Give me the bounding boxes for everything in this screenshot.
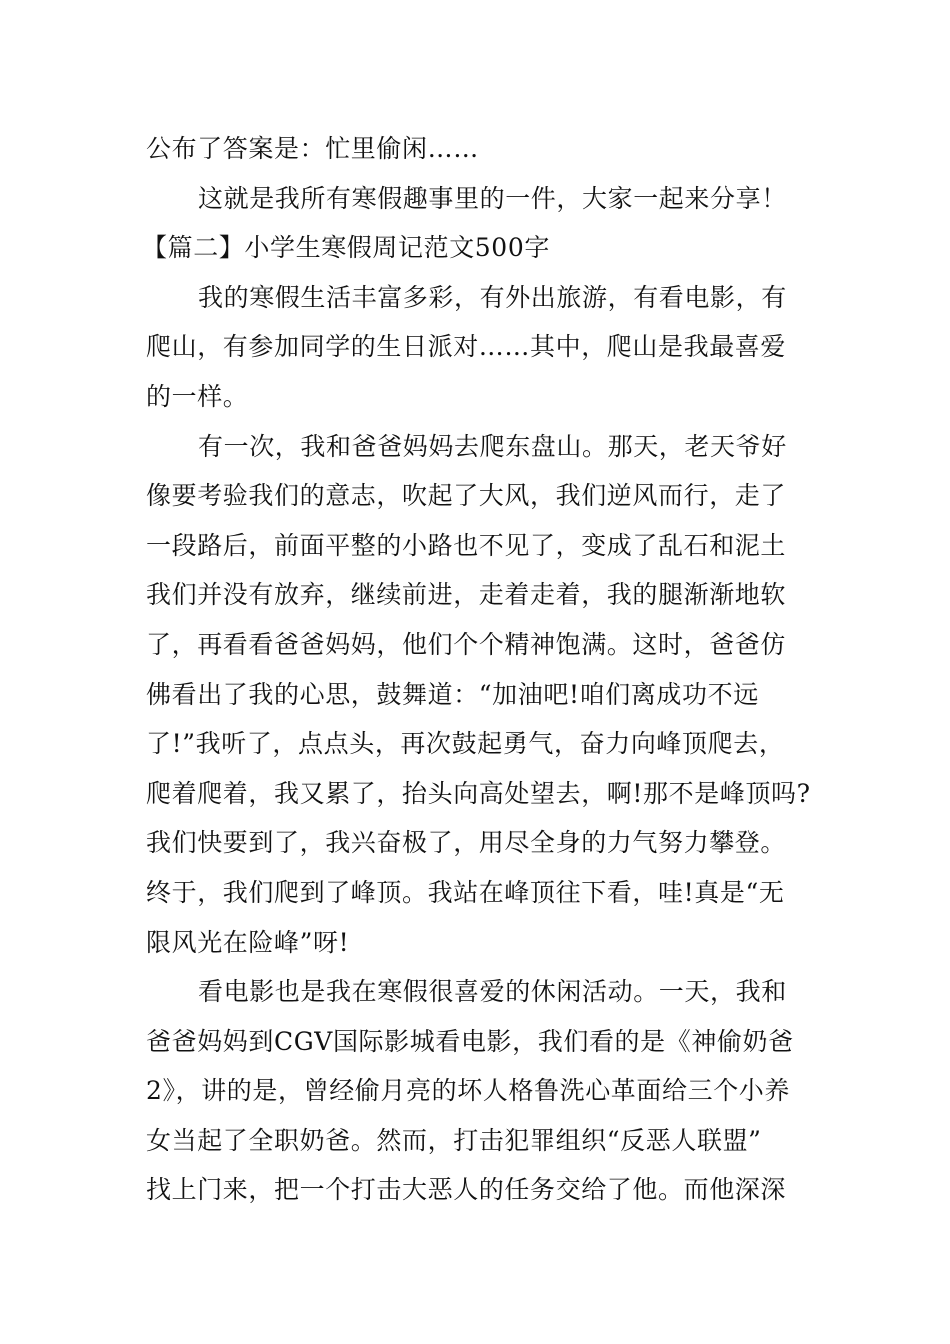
text-line: 佛看出了我的心思，鼓舞道：“加油吧!咱们离成功不远 xyxy=(146,679,759,709)
text-line: 一段路后，前面平整的小路也不见了，变成了乱石和泥土 xyxy=(146,530,787,560)
text-line: 爸爸妈妈到CGV国际影城看电影，我们看的是《神偷奶爸 xyxy=(146,1026,794,1056)
text-line: 的一样。 xyxy=(146,381,249,411)
text-line: 了，再看看爸爸妈妈，他们个个精神饱满。这时，爸爸仿 xyxy=(146,629,787,659)
document-body xyxy=(142,124,836,1215)
text-line: 我们快要到了，我兴奋极了，用尽全身的力气努力攀登。 xyxy=(146,828,787,858)
section-heading: 【篇二】小学生寒假周记范文500字 xyxy=(142,233,550,263)
text-line: 爬着爬着，我又累了，抬头向高处望去，啊!那不是峰顶吗? xyxy=(146,778,811,808)
text-line: 了!”我听了，点点头，再次鼓起勇气，奋力向峰顶爬去， xyxy=(146,729,785,759)
text-line: 看电影也是我在寒假很喜爱的休闲活动。一天，我和 xyxy=(198,977,787,1007)
text-line: 限风光在险峰”呀! xyxy=(146,927,350,957)
text-line: 有一次，我和爸爸妈妈去爬东盘山。那天，老天爷好 xyxy=(198,431,787,461)
text-line: 公布了答案是：忙里偷闲…… xyxy=(146,134,479,163)
text-line: 女当起了全职奶爸。然而，打击犯罪组织“反恶人联盟” xyxy=(146,1125,762,1155)
text-line: 我的寒假生活丰富多彩，有外出旅游，有看电影，有 xyxy=(198,282,787,312)
text-line: 2》，讲的是，曾经偷月亮的坏人格鲁洗心革面给三个小养 xyxy=(146,1076,791,1106)
text-line: 终于，我们爬到了峰顶。我站在峰顶往下看，哇!真是“无 xyxy=(146,877,785,907)
text-line: 找上门来，把一个打击大恶人的任务交给了他。而他深深 xyxy=(146,1175,787,1205)
text-line: 我们并没有放弃，继续前进，走着走着，我的腿渐渐地软 xyxy=(146,580,787,610)
text-line: 爬山，有参加同学的生日派对……其中，爬山是我最喜爱 xyxy=(146,332,787,362)
text-line: 像要考验我们的意志，吹起了大风，我们逆风而行，走了 xyxy=(146,481,787,511)
text-line: 这就是我所有寒假趣事里的一件，大家一起来分享！ xyxy=(198,183,787,213)
